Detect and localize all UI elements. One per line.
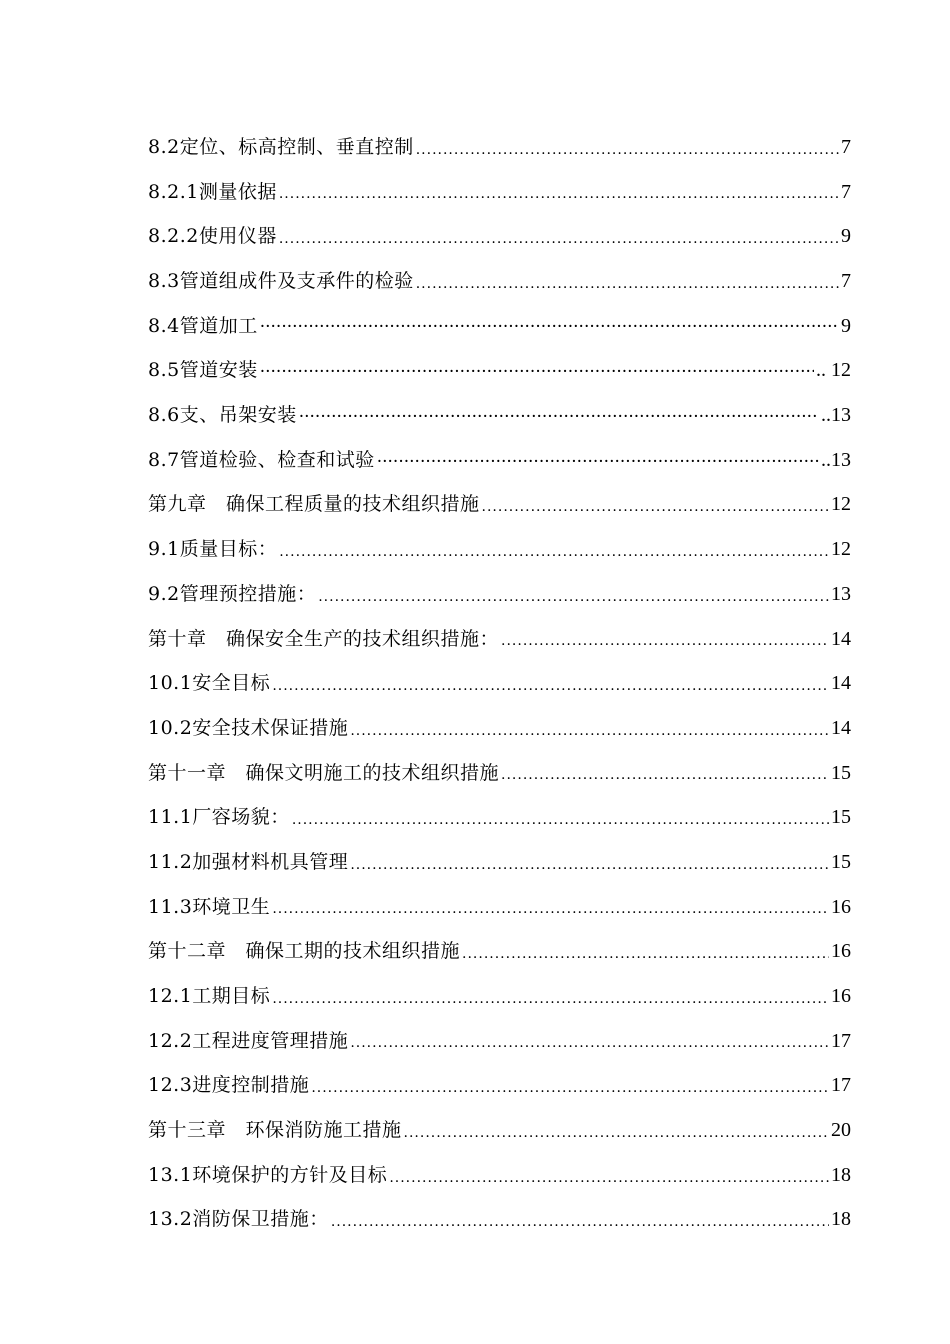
toc-dot-leader <box>350 1023 829 1063</box>
toc-entry-title: 11.3环境卫生 <box>148 895 271 918</box>
toc-page-number: 14 <box>831 716 851 739</box>
toc-entry[interactable] <box>148 661 851 706</box>
toc-dot-leader <box>350 845 829 885</box>
toc-page-number: 7 <box>841 135 851 158</box>
toc-entry[interactable] <box>148 125 851 170</box>
toc-page-number: 20 <box>831 1119 851 1142</box>
toc-dot-leader <box>299 397 819 438</box>
toc-page-number: 12 <box>831 538 851 561</box>
toc-entry-title: 8.2.2使用仪器 <box>148 225 277 248</box>
toc-entry-title: 8.6支、吊架安装 <box>148 404 297 427</box>
toc-entry[interactable] <box>148 795 851 840</box>
toc-dot-leader <box>416 264 839 304</box>
toc-page-number: 15 <box>831 761 851 784</box>
toc-entry[interactable] <box>148 751 851 796</box>
toc-entry-title: 11.2加强材料机具管理 <box>148 850 349 873</box>
toc-entry-title: 12.1工期目标 <box>148 985 271 1008</box>
toc-page-number: 16 <box>831 985 851 1008</box>
toc-entry[interactable] <box>148 572 851 617</box>
toc-dot-leader <box>272 666 829 706</box>
toc-dot-leader <box>482 487 829 527</box>
toc-entry-title: 13.2消防保卫措施： <box>148 1208 329 1231</box>
toc-entry[interactable] <box>148 974 851 1019</box>
toc-entry-title: 第十二章 确保工期的技术组织措施 <box>148 940 461 963</box>
toc-entry-title: 8.2定位、标高控制、垂直控制 <box>148 135 414 158</box>
toc-dot-leader <box>260 352 814 393</box>
toc-dot-leader <box>279 219 839 259</box>
table-of-contents <box>148 125 851 1242</box>
toc-dot-leader <box>389 1158 829 1198</box>
toc-dot-leader <box>318 577 829 617</box>
toc-dot-leader <box>311 1068 829 1108</box>
toc-dot-leader <box>279 532 829 572</box>
toc-dot-leader <box>279 174 839 214</box>
toc-dot-leader <box>462 934 829 974</box>
toc-page-number: 14 <box>831 672 851 695</box>
toc-entry-title: 11.1厂容场貌： <box>148 806 290 829</box>
toc-entry[interactable] <box>148 170 851 215</box>
toc-entry-title: 8.4管道加工 <box>148 314 258 337</box>
toc-entry[interactable] <box>148 304 851 349</box>
toc-entry-title: 12.2工程进度管理措施 <box>148 1029 349 1052</box>
toc-entry[interactable] <box>148 1063 851 1108</box>
toc-page-number: .. 12 <box>816 359 851 382</box>
toc-dot-leader <box>272 889 829 929</box>
toc-entry-title: 10.1安全目标 <box>148 672 271 695</box>
toc-page-number: 7 <box>841 270 851 293</box>
toc-dot-leader <box>404 1113 829 1153</box>
toc-entry[interactable] <box>148 840 851 885</box>
toc-entry[interactable] <box>148 527 851 572</box>
toc-entry[interactable] <box>148 885 851 930</box>
toc-entry[interactable] <box>148 214 851 259</box>
toc-entry[interactable] <box>148 1019 851 1064</box>
toc-entry-title: 8.2.1测量依据 <box>148 180 277 203</box>
toc-page-number: 18 <box>831 1163 851 1186</box>
toc-page-number: 15 <box>831 806 851 829</box>
toc-entry-title: 第十章 确保安全生产的技术组织措施： <box>148 627 500 650</box>
toc-entry-title: 第九章 确保工程质量的技术组织措施 <box>148 493 480 516</box>
toc-entry-title: 9.1质量目标： <box>148 538 278 561</box>
toc-dot-leader <box>416 130 839 170</box>
toc-page-number: 9 <box>841 314 851 337</box>
toc-entry[interactable] <box>148 1108 851 1153</box>
toc-page-number: 13 <box>831 582 851 605</box>
toc-page-number: 16 <box>831 895 851 918</box>
toc-entry[interactable] <box>148 1153 851 1198</box>
toc-page-number: 7 <box>841 180 851 203</box>
toc-page-number: 14 <box>831 627 851 650</box>
toc-entry-title: 8.3管道组成件及支承件的检验 <box>148 270 414 293</box>
toc-entry[interactable] <box>148 259 851 304</box>
toc-page-number: ..13 <box>821 404 851 427</box>
toc-entry-title: 8.5管道安装 <box>148 359 258 382</box>
toc-entry[interactable] <box>148 929 851 974</box>
toc-dot-leader <box>501 755 829 795</box>
toc-dot-leader <box>331 1202 829 1242</box>
toc-entry[interactable] <box>148 706 851 751</box>
toc-page-number: 17 <box>831 1029 851 1052</box>
toc-entry-title: 第十三章 环保消防施工措施 <box>148 1119 402 1142</box>
toc-entry-title: 12.3进度控制措施 <box>148 1074 310 1097</box>
toc-entry-title: 8.7管道检验、检查和试验 <box>148 448 375 471</box>
toc-entry-title: 13.1环境保护的方针及目标 <box>148 1163 388 1186</box>
toc-page-number: ..13 <box>821 448 851 471</box>
toc-entry[interactable] <box>148 483 851 528</box>
toc-dot-leader <box>377 442 819 483</box>
toc-page-number: 16 <box>831 940 851 963</box>
toc-dot-leader <box>292 800 829 840</box>
toc-dot-leader <box>350 711 829 751</box>
toc-entry[interactable] <box>148 438 851 483</box>
toc-dot-leader <box>260 307 839 348</box>
toc-entry[interactable] <box>148 1198 851 1243</box>
toc-dot-leader <box>501 621 829 661</box>
toc-page-number: 15 <box>831 850 851 873</box>
toc-entry[interactable] <box>148 348 851 393</box>
toc-entry[interactable] <box>148 617 851 662</box>
toc-dot-leader <box>272 979 829 1019</box>
toc-entry[interactable] <box>148 393 851 438</box>
toc-page-number: 9 <box>841 225 851 248</box>
toc-entry-title: 第十一章 确保文明施工的技术组织措施 <box>148 761 500 784</box>
toc-page-number: 12 <box>831 493 851 516</box>
toc-page-number: 17 <box>831 1074 851 1097</box>
toc-entry-title: 10.2安全技术保证措施 <box>148 716 349 739</box>
toc-page-number: 18 <box>831 1208 851 1231</box>
toc-entry-title: 9.2管理预控措施： <box>148 582 317 605</box>
